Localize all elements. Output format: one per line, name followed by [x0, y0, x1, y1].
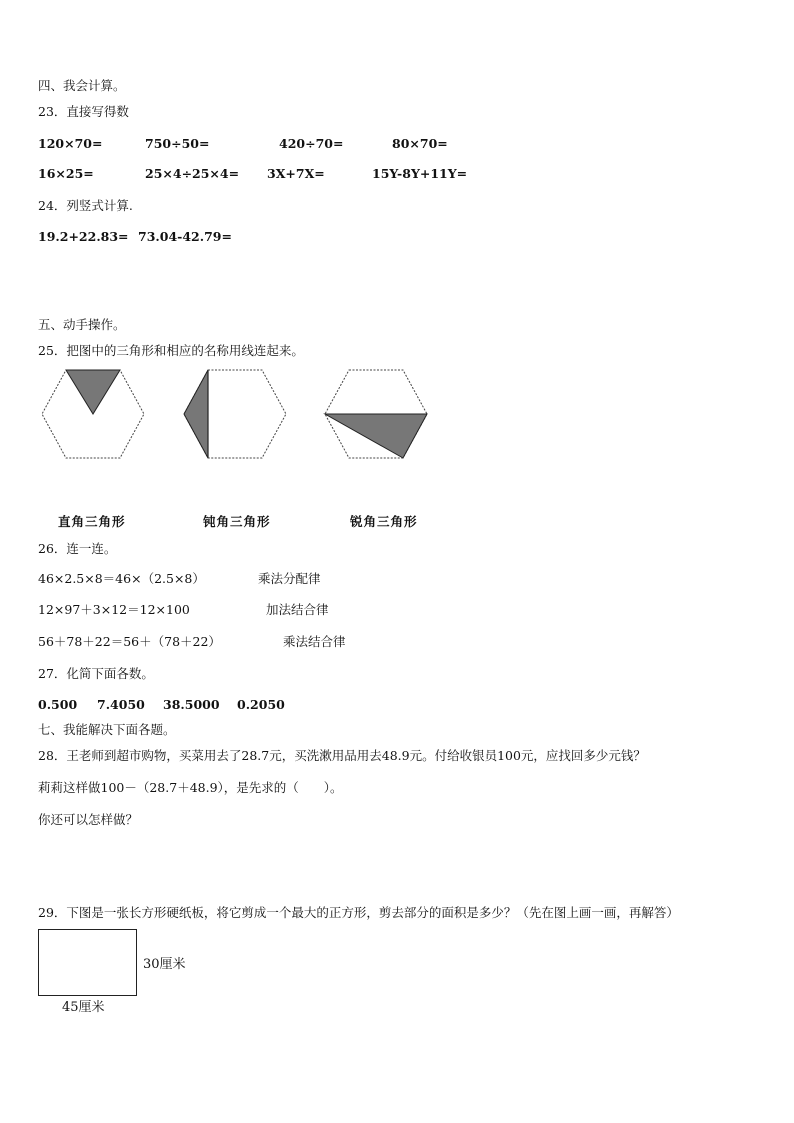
q26-right-1: 乘法分配律 [258, 571, 321, 586]
triangle-shaded-3 [325, 414, 427, 458]
q27-item-1: 0.500 [38, 697, 78, 712]
cardboard-rectangle [38, 929, 137, 996]
q24-item-2: 73.04-42.79= [138, 229, 232, 244]
q23-item-3: 420÷70= [279, 136, 344, 151]
q26-left-3: 56＋78＋22＝56＋（78＋22） [38, 634, 221, 649]
label-acute-triangle: 锐角三角形 [350, 514, 418, 529]
q23-item-6: 25×4÷25×4= [145, 166, 240, 181]
rectangle-width-label: 45厘米 [62, 1000, 105, 1015]
q27-item-2: 7.4050 [97, 697, 145, 712]
question-28-line2: 莉莉这样做100－（28.7＋48.9），是先求的（ ）。 [38, 780, 343, 795]
q23-item-7: 3X+7X= [267, 166, 325, 181]
label-obtuse-triangle: 钝角三角形 [203, 514, 271, 529]
q26-right-2: 加法结合律 [266, 602, 329, 617]
question-28-line3: 你还可以怎样做？ [38, 812, 139, 827]
hexagon-figure-3 [323, 368, 431, 462]
q23-item-8: 15Y-8Y+11Y= [372, 166, 468, 181]
q26-right-3: 乘法结合律 [283, 634, 346, 649]
question-26-title: 26．连一连。 [38, 541, 117, 556]
question-27-title: 27．化简下面各数。 [38, 666, 154, 681]
label-right-triangle: 直角三角形 [58, 514, 126, 529]
q27-item-4: 0.2050 [237, 697, 285, 712]
q23-item-4: 80×70= [392, 136, 448, 151]
triangle-shaded-2 [184, 370, 208, 458]
q26-left-1: 46×2.5×8＝46×（2.5×8） [38, 571, 205, 586]
question-28-text: 28．王老师到超市购物，买菜用去了28.7元，买洗漱用品用去48.9元。付给收银员100元，应找回多少元钱？ [38, 748, 646, 763]
question-29-text: 29．下图是一张长方形硬纸板，将它剪成一个最大的正方形，剪去部分的面积是多少？（先在图上画一画，再解答） [38, 905, 679, 920]
section-title-calc: 四、我会计算。 [38, 78, 126, 93]
question-23-title: 23．直接写得数 [38, 104, 129, 119]
section-title-solve: 七、我能解决下面各题。 [38, 722, 176, 737]
triangle-shaded-1 [66, 370, 120, 414]
section-title-hands-on: 五、动手操作。 [38, 317, 126, 332]
question-25-title: 25．把图中的三角形和相应的名称用线连起来。 [38, 343, 304, 358]
hexagon-figure-1 [40, 368, 148, 462]
q27-item-3: 38.5000 [163, 697, 220, 712]
question-24-title: 24．列竖式计算. [38, 198, 133, 213]
q23-item-2: 750÷50= [145, 136, 210, 151]
rectangle-height-label: 30厘米 [143, 957, 186, 972]
q26-left-2: 12×97＋3×12＝12×100 [38, 602, 190, 617]
q24-item-1: 19.2+22.83= [38, 229, 129, 244]
q23-item-5: 16×25= [38, 166, 94, 181]
hexagon-figure-2 [182, 368, 290, 462]
q23-item-1: 120×70= [38, 136, 103, 151]
